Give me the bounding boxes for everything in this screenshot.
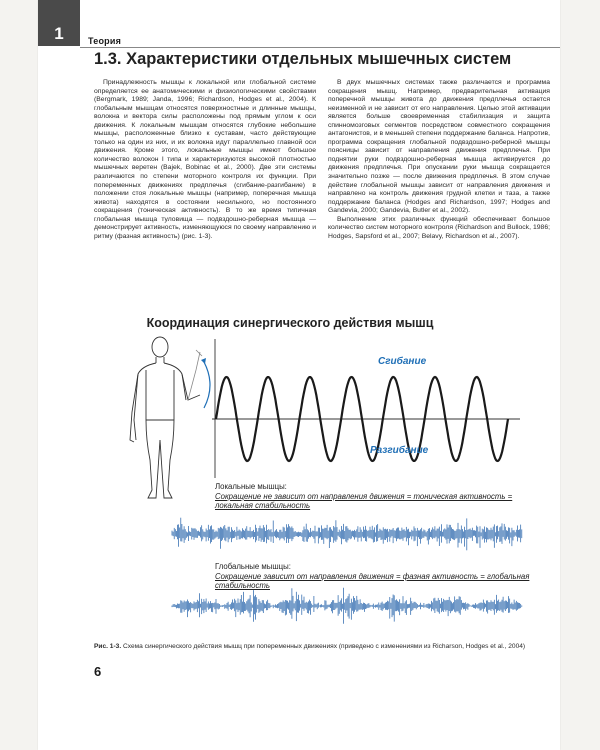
figure-caption [94,643,554,651]
arrow-head-icon [201,358,206,364]
local-muscles-label [215,482,545,511]
global-description: Сокращение зависит от направления движения = фазная активность = глобальная стабильность [215,571,530,591]
page-number: 6 [94,664,102,679]
section-label: Теория [88,36,122,46]
movement-arc-icon [204,362,210,408]
global-heading: Глобальные мышцы: [215,562,291,571]
section-title: 1.3. Характеристики отдельных мышечных систем [94,50,512,68]
emg-local-trace [172,518,522,551]
caption-text: Схема синергического действия мышц при попеременных движениях (приведено с изменениями из Richarson, Hodges et al., 2004) [123,643,526,650]
local-heading: Локальные мышцы: [215,482,287,491]
emg-global-trace [172,588,522,624]
figure-title: Координация синергического действия мышц [146,316,434,330]
raised-arm-icon [188,350,202,400]
global-muscles-label [215,562,545,591]
paragraph: Выполнение этих различных функций обеспечивает большое количество систем моторного контроля (Richardson and Bullock, 1986; Hodges, Sapsford et al., 2007; Belavy, Richardson et al., 2007). [328,215,550,240]
local-description: Сокращение не зависит от направления движения = тоническая активность = локальная стабильность [215,491,513,511]
human-figure-icon [130,337,200,498]
extension-label: Разгибание [370,445,429,456]
caption-label: Рис. 1-3. [94,643,122,650]
paragraph: Принадлежность мышцы к локальной или глобальной системе определяется ее анатомическими и физиологическими свойствами (Bergmark, 1989; Janda, 1996; Richardson, Hodges et al., 2004). К глобальным мышцам относятся поверхностные и длинные мышцы, волокна и вектора силы расположены под прямым углом к оси движения. К локальным мышцам относятся глубокие небольшие мышцы, расположенные близко к суставам, часто действующие только на один из них, и их волокна идут параллельно главной оси движения. Кроме этого, локальные мышцы имеют большое количество волокон I типа и характеризуются высокой плотностью мышечных веретен (Bajek, Bobinac et al., 2000). Две эти системы различаются по степени моторного контроля их функции. При попеременных движениях предплечья (сгибание-разгибание) в положении стоя локальные мышцы (например, поперечная мышца живота) находятся в состоянии несильного, но постоянного сокращения (тоническая активность). В то же время типичная глобальная мышца туловища — подвздошно-реберная мышца — демонстрирует активность, изменяющуюся по своему направлению и ритму (фазная активность) (рис. 1-3). [94,79,316,240]
flexion-label: Сгибание [378,356,427,367]
paragraph: В двух мышечных системах также различается и программа сокращения мышц. Например, предварительная активация поперечной мышцы живота до движения предплечья остается неизменной и не зависит от его направления. Целью этой активации является больше своевременная стабилизация и защита спинномозговых сегментов посредством совместного сокращения антагонистов, и в меньшей степени поддержание баланса. Напротив, программа сокращения глобальной подвздошно-реберной мышцы поясницы зависит от направления движения предплечья. При поднятии руки подвздошно-реберная мышца активируется до движения предплечья. При опускании руки мышца сокращается значительно позже — после движения предплечья. В этом случае действие глобальной мышцы зависит от направления движения и направлено на контроль движения грудной клетки и таза, а также поддержание баланса (Hodges and Richardson, 1997; Hodges and Gandevia, 2000; Gandevia, Butler et al., 2002). [328,79,550,215]
chapter-number: 1 [54,24,64,43]
